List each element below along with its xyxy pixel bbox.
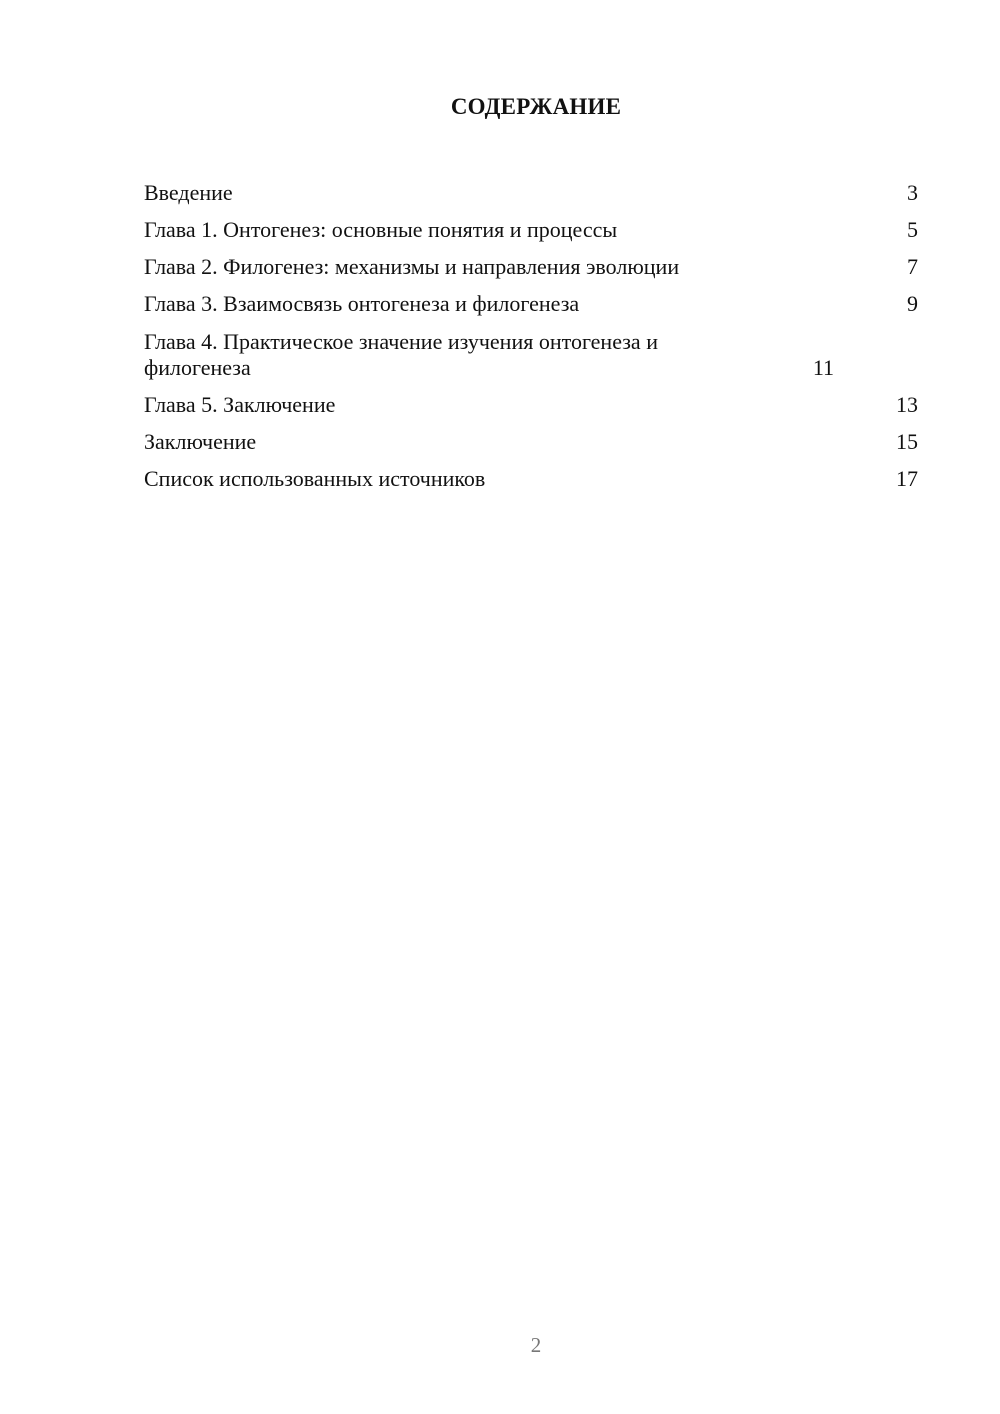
toc-entry-page: 11	[812, 355, 834, 380]
toc-entry-page: 7	[907, 254, 918, 279]
toc-entry-page: 5	[907, 217, 918, 242]
toc-entry[interactable]	[144, 317, 918, 381]
toc-entry-title: Заключение	[144, 429, 257, 454]
toc-entry[interactable]	[144, 418, 918, 455]
table-of-contents	[144, 169, 918, 492]
toc-entry-title: Глава 4. Практическое значение изучения онтогенеза и филогенеза	[144, 329, 658, 380]
toc-entry[interactable]	[144, 280, 918, 317]
toc-entry-page: 15	[896, 429, 918, 454]
toc-entry-title: Глава 2. Филогенез: механизмы и направления эволюции	[144, 254, 680, 279]
toc-entry-page: 3	[907, 180, 918, 205]
toc-entry[interactable]	[144, 206, 918, 243]
toc-entry[interactable]	[144, 169, 918, 206]
toc-entry[interactable]	[144, 381, 918, 418]
toc-entry-title: Введение	[144, 180, 233, 205]
toc-entry-title: Список использованных источников	[144, 466, 486, 491]
page-title: СОДЕРЖАНИЕ	[450, 94, 622, 119]
toc-entry-page: 9	[907, 291, 918, 316]
page-number: 2	[530, 1333, 542, 1357]
toc-entry[interactable]	[144, 243, 918, 280]
toc-entry-title: Глава 1. Онтогенез: основные понятия и процессы	[144, 217, 618, 242]
toc-entry-page: 17	[896, 466, 918, 491]
toc-entry[interactable]	[144, 455, 918, 492]
toc-entry-page: 13	[896, 392, 918, 417]
toc-entry-title: Глава 3. Взаимосвязь онтогенеза и филогенеза	[144, 291, 580, 316]
toc-entry-title: Глава 5. Заключение	[144, 392, 336, 417]
